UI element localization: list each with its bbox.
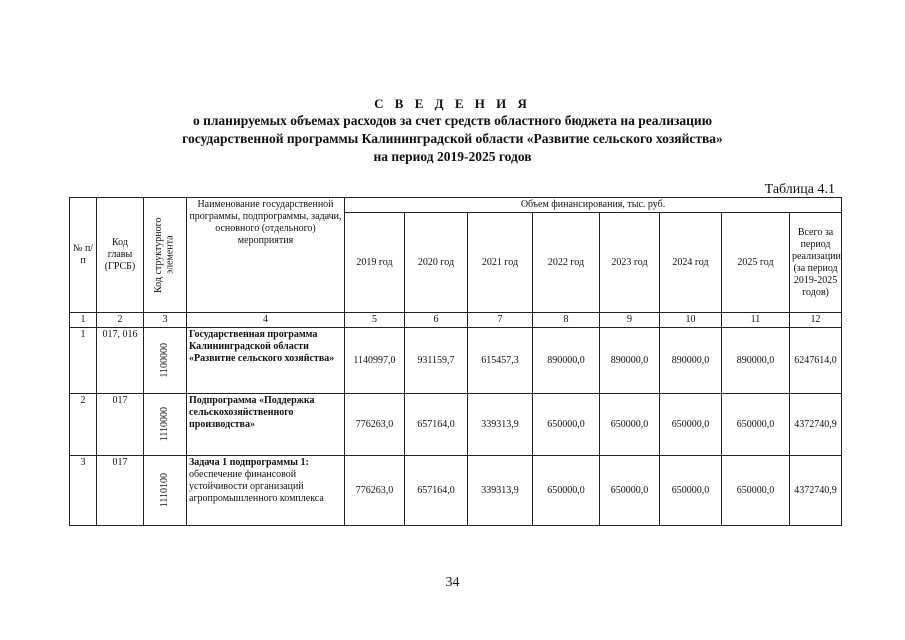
row-name-bold: Задача 1 подпрограммы 1: — [189, 457, 309, 468]
row-chapter-code: 017 — [97, 456, 144, 526]
col-number: 4 — [187, 313, 345, 328]
col-number: 5 — [345, 313, 405, 328]
row-name-bold: Государственная программа Калининградской области «Развитие сельского хозяйства» — [189, 329, 335, 364]
row-element-code: 1110000 — [159, 407, 171, 442]
value-2025: 890000,0 — [722, 328, 790, 394]
col-number: 11 — [722, 313, 790, 328]
row-chapter-code: 017, 016 — [97, 328, 144, 394]
header-num: № п/п — [70, 198, 97, 313]
header-year-2022: 2022 год — [533, 213, 600, 313]
table-label: Таблица 4.1 — [764, 182, 835, 197]
header-year-2024: 2024 год — [660, 213, 722, 313]
row-name — [187, 456, 345, 526]
header-year-2019: 2019 год — [345, 213, 405, 313]
header-total: Всего за период реализации (за период 2019-2025 годов) — [790, 213, 842, 313]
header-code-chapter: Код главы (ГРСБ) — [97, 198, 144, 313]
value-2024: 650000,0 — [660, 456, 722, 526]
col-number: 6 — [405, 313, 468, 328]
row-index: 1 — [70, 328, 97, 394]
subtitle-line-1: о планируемых объемах расходов за счет средств областного бюджета на реализацию — [192, 113, 713, 128]
header-year-2021: 2021 год — [468, 213, 533, 313]
table-row — [70, 328, 842, 394]
value-2019: 776263,0 — [345, 456, 405, 526]
value-total: 6247614,0 — [790, 328, 842, 394]
col-number: 12 — [790, 313, 842, 328]
value-total: 4372740,9 — [790, 456, 842, 526]
value-2021: 339313,9 — [468, 456, 533, 526]
subtitle-line-3: на период 2019-2025 годов — [373, 149, 532, 164]
row-element-code: 1100000 — [159, 343, 171, 378]
col-number: 2 — [97, 313, 144, 328]
value-2025: 650000,0 — [722, 456, 790, 526]
header-name: Наименование государственной программы, подпрограммы, задачи, основного (отдельного) мероприятия — [187, 198, 345, 313]
row-index: 2 — [70, 394, 97, 456]
document-title: С В Е Д Е Н И Я — [374, 96, 531, 111]
value-total: 4372740,9 — [790, 394, 842, 456]
column-number-row — [70, 313, 842, 328]
value-2023: 650000,0 — [600, 394, 660, 456]
header-year-2023: 2023 год — [600, 213, 660, 313]
row-element-code-cell — [144, 456, 187, 526]
col-number: 9 — [600, 313, 660, 328]
col-number: 10 — [660, 313, 722, 328]
header-year-2025: 2025 год — [722, 213, 790, 313]
subtitle-line-2: государственной программы Калининградской области «Развитие сельского хозяйства» — [182, 131, 723, 146]
row-index: 3 — [70, 456, 97, 526]
value-2020: 657164,0 — [405, 394, 468, 456]
value-2022: 650000,0 — [533, 394, 600, 456]
col-number: 8 — [533, 313, 600, 328]
row-chapter-code: 017 — [97, 394, 144, 456]
row-element-code-cell — [144, 328, 187, 394]
value-2022: 890000,0 — [533, 328, 600, 394]
value-2023: 890000,0 — [600, 328, 660, 394]
col-number: 7 — [468, 313, 533, 328]
row-element-code-cell — [144, 394, 187, 456]
table-row — [70, 456, 842, 526]
header-year-2020: 2020 год — [405, 213, 468, 313]
header-funding-group: Объем финансирования, тыс. руб. — [345, 198, 842, 213]
value-2024: 890000,0 — [660, 328, 722, 394]
col-number: 1 — [70, 313, 97, 328]
row-name-rest: обеспечение финансовой устойчивости организаций агропромышленного комплекса — [189, 469, 324, 504]
value-2023: 650000,0 — [600, 456, 660, 526]
value-2019: 1140997,0 — [345, 328, 405, 394]
page-number: 34 — [445, 575, 460, 590]
table-row — [70, 394, 842, 456]
value-2022: 650000,0 — [533, 456, 600, 526]
value-2020: 931159,7 — [405, 328, 468, 394]
header-code-element — [144, 198, 187, 313]
col-number: 3 — [144, 313, 187, 328]
value-2019: 776263,0 — [345, 394, 405, 456]
row-element-code: 1110100 — [159, 473, 171, 508]
value-2024: 650000,0 — [660, 394, 722, 456]
value-2025: 650000,0 — [722, 394, 790, 456]
value-2020: 657164,0 — [405, 456, 468, 526]
row-name — [187, 394, 345, 456]
header-code-element-text: Код структурного элемента — [153, 217, 176, 293]
value-2021: 339313,9 — [468, 394, 533, 456]
row-name — [187, 328, 345, 394]
value-2021: 615457,3 — [468, 328, 533, 394]
row-name-bold: Подпрограмма «Поддержка сельскохозяйственного производства» — [189, 395, 315, 430]
funding-table — [69, 197, 842, 526]
